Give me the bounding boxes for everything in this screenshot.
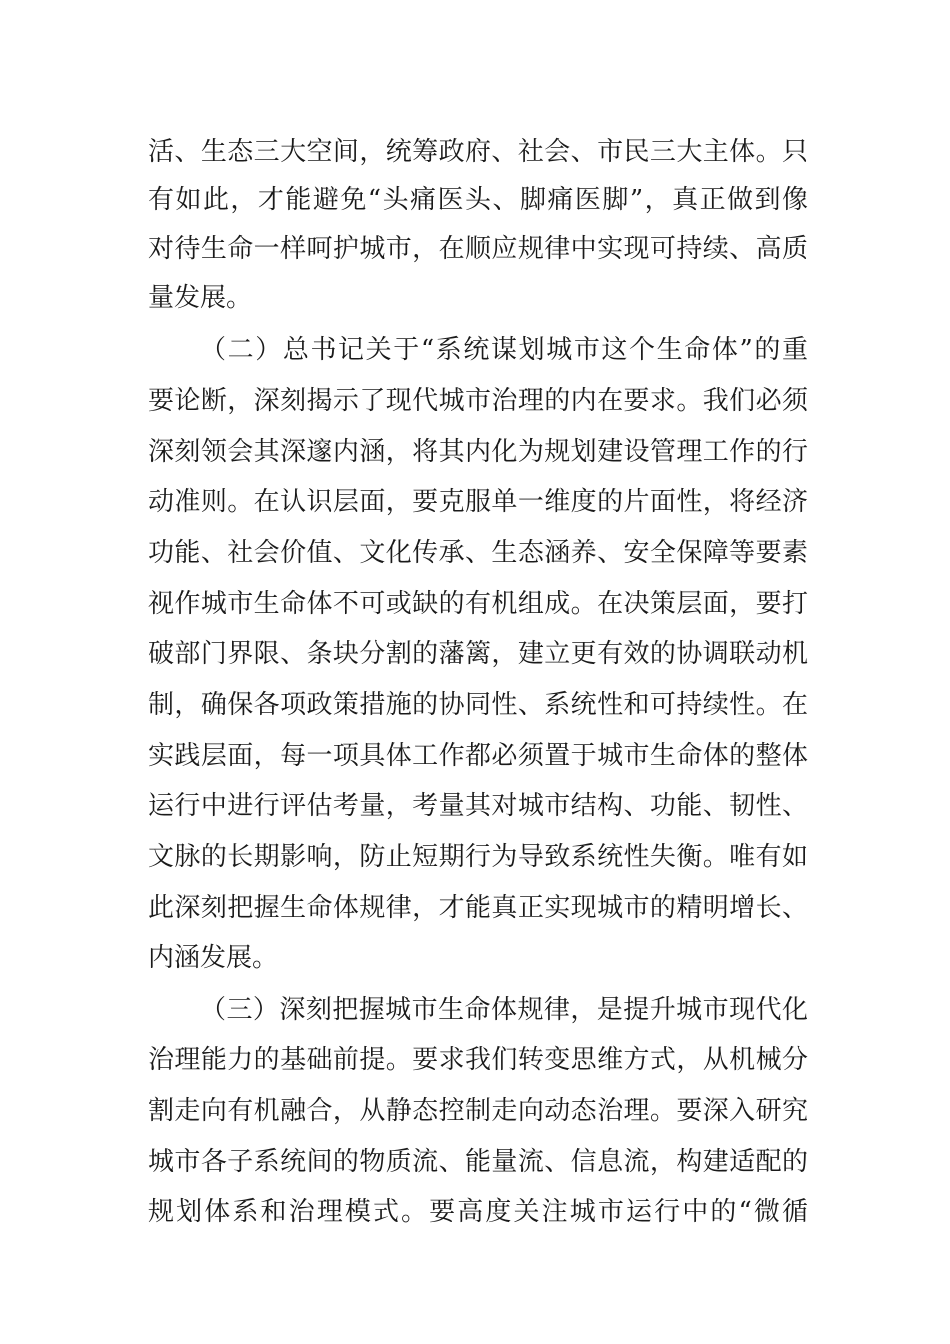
paragraph-2-line-7: 破部门界限、条块分割的藩篱，建立更有效的协调联动机 xyxy=(148,639,808,669)
paragraph-2-line-4: 动准则。在认识层面，要克服单一维度的片面性，将经济 xyxy=(148,487,808,517)
paragraph-2-line-10: 运行中进行评估考量，考量其对城市结构、功能、韧性、 xyxy=(148,791,808,821)
paragraph-2-line-6: 视作城市生命体不可或缺的有机组成。在决策层面，要打 xyxy=(148,589,808,619)
paragraph-3-line-1: （三）深刻把握城市生命体规律，是提升城市现代化 xyxy=(200,995,808,1025)
paragraph-2-line-13: 内涵发展。 xyxy=(148,943,279,973)
paragraph-2-line-5: 功能、社会价值、文化传承、生态涵养、安全保障等要素 xyxy=(148,538,808,568)
paragraph-2-line-2: 要论断，深刻揭示了现代城市治理的内在要求。我们必须 xyxy=(148,386,808,416)
paragraph-2-line-3: 深刻领会其深邃内涵，将其内化为规划建设管理工作的行 xyxy=(148,437,808,467)
paragraph-1-line-2: 有如此，才能避免“头痛医头、脚痛医脚”，真正做到像 xyxy=(148,185,808,215)
paragraph-3-line-2: 治理能力的基础前提。要求我们转变思维方式，从机械分 xyxy=(148,1045,808,1075)
paragraph-2-line-8: 制，确保各项政策措施的协同性、系统性和可持续性。在 xyxy=(148,690,808,720)
paragraph-2-line-1: （二）总书记关于“系统谋划城市这个生命体”的重 xyxy=(200,335,808,365)
paragraph-2-line-12: 此深刻把握生命体规律，才能真正实现城市的精明增长、 xyxy=(148,893,808,923)
paragraph-2-line-9: 实践层面，每一项具体工作都必须置于城市生命体的整体 xyxy=(148,741,808,771)
paragraph-3-line-5: 规划体系和治理模式。要高度关注城市运行中的“微循 xyxy=(148,1197,808,1227)
paragraph-1-line-3: 对待生命一样呵护城市，在顺应规律中实现可持续、高质 xyxy=(148,234,808,264)
paragraph-3-line-4: 城市各子系统间的物质流、能量流、信息流，构建适配的 xyxy=(148,1147,808,1177)
paragraph-2-line-11: 文脉的长期影响，防止短期行为导致系统性失衡。唯有如 xyxy=(148,842,808,872)
paragraph-3-line-3: 割走向有机融合，从静态控制走向动态治理。要深入研究 xyxy=(148,1096,808,1126)
paragraph-1-line-4: 量发展。 xyxy=(148,283,253,313)
paragraph-1-line-1: 活、生态三大空间，统筹政府、社会、市民三大主体。只 xyxy=(148,137,808,167)
